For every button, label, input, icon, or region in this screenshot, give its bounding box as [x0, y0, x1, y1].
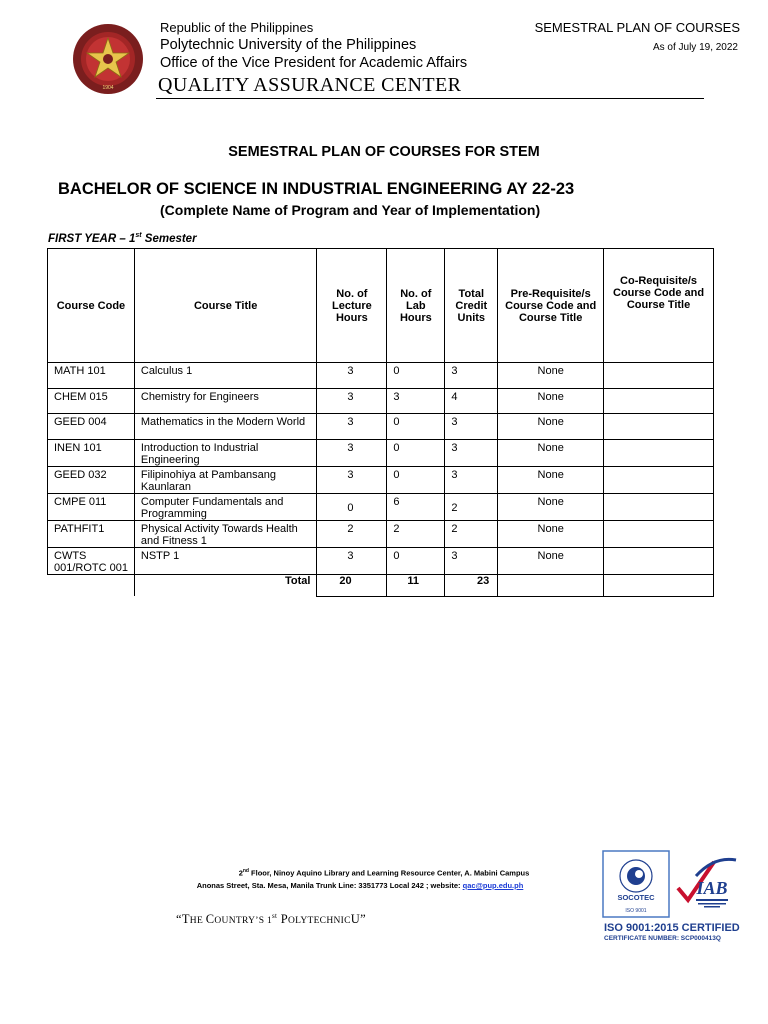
course-code-cell: PATHFIT1	[48, 520, 135, 547]
total-coreq	[604, 574, 714, 596]
seal-year: 1904	[102, 85, 114, 91]
credit-units-cell: 2	[445, 520, 498, 547]
lab-hours-cell: 3	[387, 388, 445, 414]
total-label: Total	[134, 574, 317, 596]
corequisite-cell	[604, 388, 714, 414]
header-credit-units: Total Credit Units	[445, 249, 498, 363]
prerequisite-cell: None	[498, 547, 604, 574]
credit-units-cell: 3	[445, 363, 498, 389]
footer-address-line2: Anonas Street, Sta. Mesa, Manila Trunk Line: 3351773 Local 242 ; website: qac@pup.edu.ph	[196, 881, 524, 890]
as-of-date: As of July 19, 2022	[652, 42, 738, 53]
credit-units-cell: 3	[445, 466, 498, 493]
footer-motto: “THE COUNTRY’S 1st POLYTECHNICU”	[176, 912, 366, 927]
lab-hours-cell: 6	[387, 493, 445, 520]
table-row	[48, 439, 714, 466]
course-title-cell: NSTP 1	[134, 547, 317, 574]
lab-hours-cell: 0	[387, 414, 445, 440]
course-title-cell: Physical Activity Towards Health and Fitness 1	[134, 520, 317, 547]
course-code-cell: GEED 032	[48, 466, 135, 493]
table-row	[48, 547, 714, 574]
course-code-cell: MATH 101	[48, 363, 135, 389]
total-lab: 11	[387, 574, 445, 596]
course-title-cell: Computer Fundamentals and Programming	[134, 493, 317, 520]
footer-address-line1: 2nd Floor, Ninoy Aquino Library and Learning Resource Center, A. Mabini Campus	[238, 868, 530, 878]
header-rule	[156, 98, 704, 99]
credit-units-cell: 4	[445, 388, 498, 414]
header-prerequisites: Pre-Requisite/s Course Code and Course Title	[498, 249, 604, 363]
course-code-cell: CMPE 011	[48, 493, 135, 520]
prerequisite-cell: None	[498, 466, 604, 493]
total-lecture: 20	[317, 574, 387, 596]
corequisite-cell	[604, 547, 714, 574]
table-row	[48, 414, 714, 440]
prerequisite-cell: None	[498, 439, 604, 466]
certificate-number: CERTIFICATE NUMBER: SCP000413Q	[604, 935, 721, 942]
doc-label: SEMESTRAL PLAN OF COURSES	[534, 20, 740, 35]
course-code-cell: GEED 004	[48, 414, 135, 440]
course-title-cell: Calculus 1	[134, 363, 317, 389]
header-office: Office of the Vice President for Academic Affairs	[160, 55, 468, 71]
prerequisite-cell: None	[498, 520, 604, 547]
lab-hours-cell: 0	[387, 466, 445, 493]
corequisite-cell	[604, 439, 714, 466]
header-course-title: Course Title	[134, 249, 317, 363]
table-header-row	[48, 249, 714, 363]
semester-label: FIRST YEAR – 1st Semester	[48, 232, 197, 245]
credit-units-cell: 2	[445, 493, 498, 520]
plan-title: SEMESTRAL PLAN OF COURSES FOR STEM	[228, 144, 540, 160]
course-table	[47, 248, 714, 597]
pup-seal-logo	[64, 22, 152, 96]
header-lecture-hours: No. of Lecture Hours	[317, 249, 387, 363]
header-lab-hours: No. of Lab Hours	[387, 249, 445, 363]
lecture-hours-cell: 3	[317, 388, 387, 414]
prerequisite-cell: None	[498, 414, 604, 440]
lecture-hours-cell: 3	[317, 363, 387, 389]
credit-units-cell: 3	[445, 547, 498, 574]
credit-units-cell: 3	[445, 414, 498, 440]
header-course-code: Course Code	[48, 249, 135, 363]
iab-accreditation-logo	[674, 854, 738, 912]
table-body	[48, 363, 714, 575]
table-total-row	[48, 574, 714, 596]
corequisite-cell	[604, 466, 714, 493]
header-republic: Republic of the Philippines	[160, 20, 314, 35]
course-code-cell: CHEM 015	[48, 388, 135, 414]
course-code-cell: INEN 101	[48, 439, 135, 466]
table-row	[48, 388, 714, 414]
lecture-hours-cell: 2	[317, 520, 387, 547]
lecture-hours-cell: 0	[317, 493, 387, 520]
lecture-hours-cell: 3	[317, 466, 387, 493]
program-title: BACHELOR OF SCIENCE IN INDUSTRIAL ENGINEERING AY 22-23	[58, 180, 575, 198]
socotec-certification-badge	[602, 850, 670, 918]
course-title-cell: Filipinohiya at Pambansang Kaunlaran	[134, 466, 317, 493]
iab-label: IAB	[696, 878, 728, 898]
lecture-hours-cell: 3	[317, 547, 387, 574]
prerequisite-cell: None	[498, 363, 604, 389]
lab-hours-cell: 0	[387, 547, 445, 574]
table-row	[48, 466, 714, 493]
table-row	[48, 520, 714, 547]
corequisite-cell	[604, 414, 714, 440]
course-title-cell: Mathematics in the Modern World	[134, 414, 317, 440]
prerequisite-cell: None	[498, 493, 604, 520]
program-subtitle: (Complete Name of Program and Year of Implementation)	[160, 202, 541, 218]
header-center: QUALITY ASSURANCE CENTER	[158, 74, 462, 96]
table-row	[48, 493, 714, 520]
total-credit: 23	[445, 574, 498, 596]
corequisite-cell	[604, 363, 714, 389]
course-title-cell: Introduction to Industrial Engineering	[134, 439, 317, 466]
credit-units-cell: 3	[445, 439, 498, 466]
lecture-hours-cell: 3	[317, 439, 387, 466]
socotec-label: SOCOTEC	[617, 893, 655, 902]
lecture-hours-cell: 3	[317, 414, 387, 440]
header-university: Polytechnic University of the Philippines	[160, 37, 417, 53]
corequisite-cell	[604, 493, 714, 520]
email-link[interactable]: qac@pup.edu.ph	[462, 881, 524, 890]
table-row	[48, 363, 714, 389]
iso-badge-label: ISO 9001	[625, 908, 647, 914]
lab-hours-cell: 0	[387, 439, 445, 466]
corequisite-cell	[604, 520, 714, 547]
prerequisite-cell: None	[498, 388, 604, 414]
total-prereq	[498, 574, 604, 596]
iso-certified-text: ISO 9001:2015 CERTIFIED	[604, 922, 740, 934]
course-title-cell: Chemistry for Engineers	[134, 388, 317, 414]
lab-hours-cell: 0	[387, 363, 445, 389]
course-code-cell: CWTS 001/ROTC 001	[48, 547, 135, 574]
total-blank	[48, 574, 135, 596]
header-corequisites: Co-Requisite/s Course Code and Course Title	[604, 249, 714, 363]
lab-hours-cell: 2	[387, 520, 445, 547]
